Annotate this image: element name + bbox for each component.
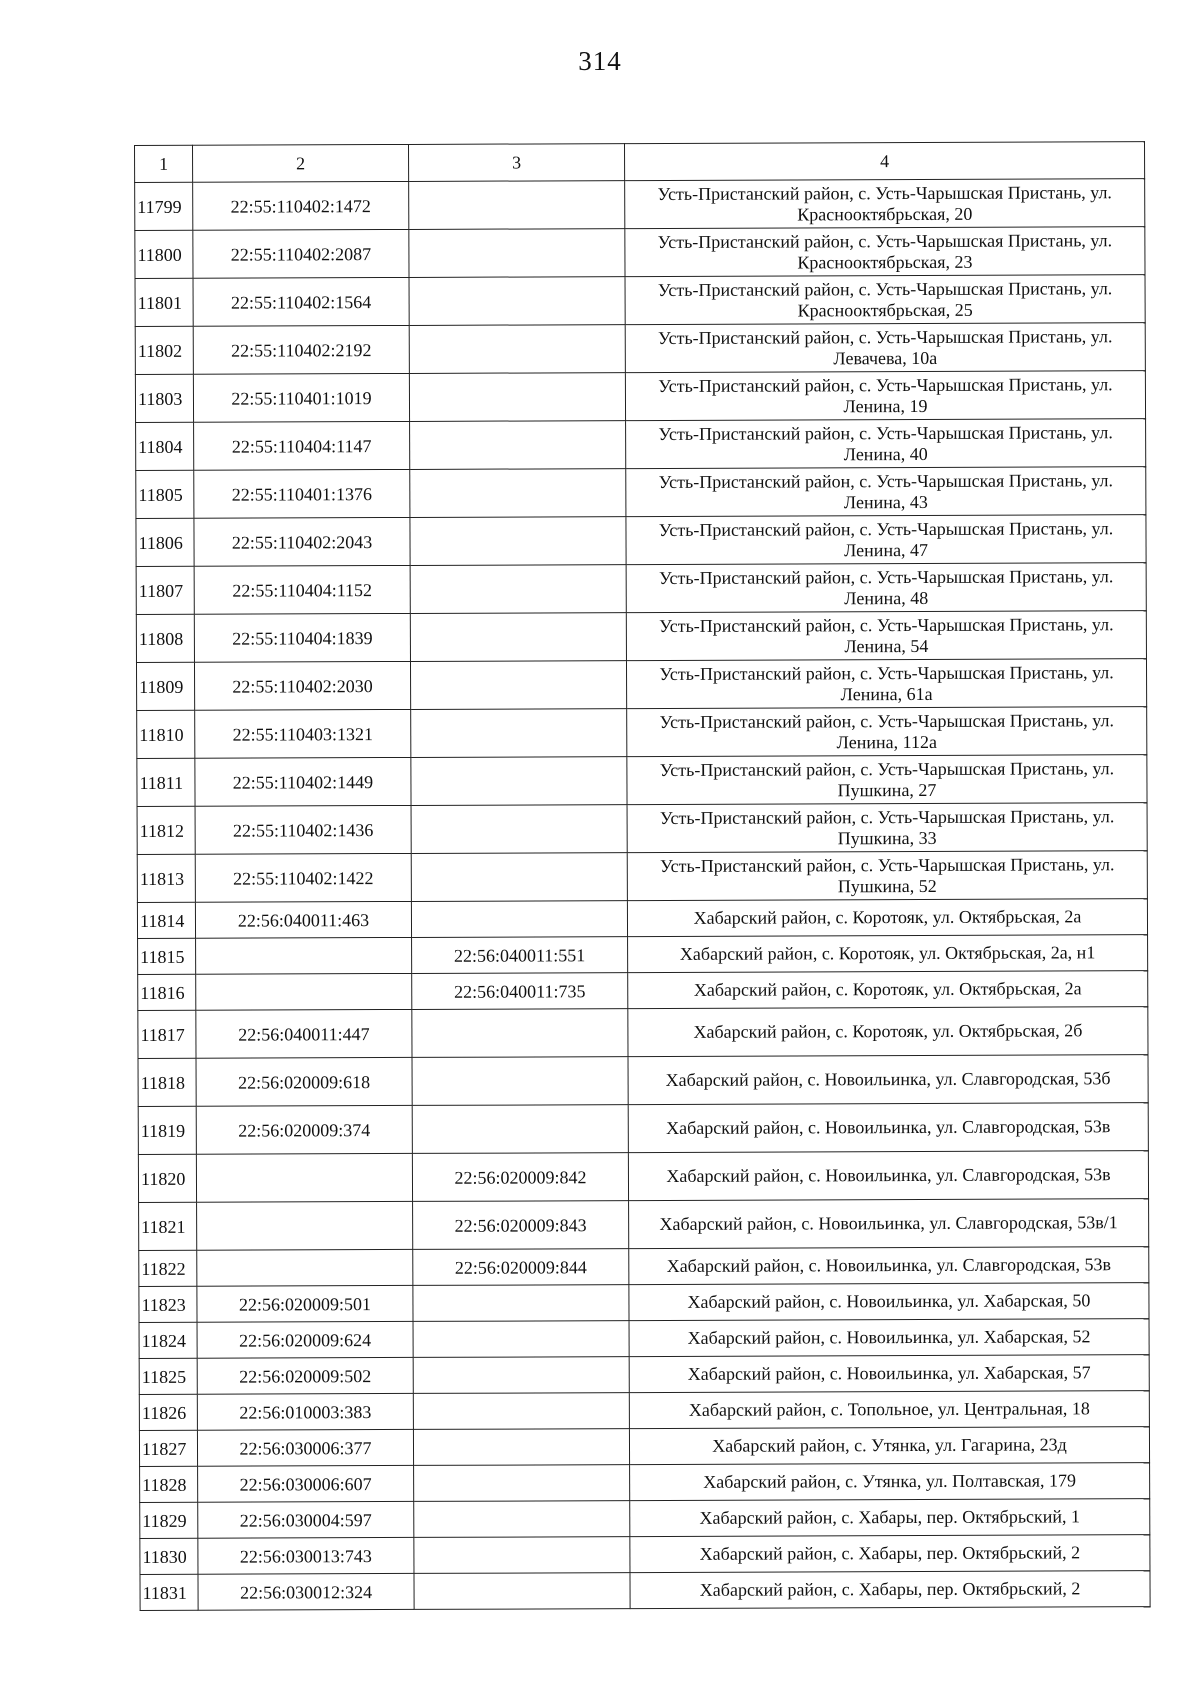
cadastral-number-col2: 22:55:110404:1839 [194, 613, 410, 662]
table-row [139, 1319, 1149, 1359]
address: Хабарский район, с. Коротояк, ул. Октябрьская, 2а, н1 [628, 935, 1148, 973]
table-row [139, 1283, 1149, 1323]
cadastral-number-col3 [410, 565, 626, 614]
cadastral-number-col2: 22:56:020009:624 [197, 1321, 413, 1358]
cadastral-number-col2: 22:55:110402:2192 [193, 325, 409, 374]
table-row [140, 1463, 1150, 1503]
address: Хабарский район, с. Новоильинка, ул. Славгородская, 53в [629, 1247, 1149, 1285]
table-row [136, 419, 1146, 471]
cadastral-number-col2: 22:56:030006:377 [197, 1429, 413, 1466]
address: Хабарский район, с. Хабары, пер. Октябрьский, 2 [630, 1571, 1150, 1609]
row-number: 11803 [135, 374, 193, 422]
table-header [135, 142, 1145, 183]
table-row [137, 755, 1147, 807]
row-number: 11826 [139, 1394, 197, 1430]
address: Хабарский район, с. Утянка, ул. Гагарина, 23д [629, 1427, 1149, 1465]
address: Усть-Пристанский район, с. Усть-Чарышская Пристань, ул. Ленина, 43 [626, 467, 1146, 517]
address: Хабарский район, с. Утянка, ул. Полтавская, 179 [630, 1463, 1150, 1501]
cadastral-number-col2: 22:55:110404:1152 [194, 565, 410, 614]
table-row [137, 707, 1147, 759]
cadastral-number-col3 [409, 373, 625, 422]
row-number: 11818 [138, 1058, 196, 1106]
table-row [139, 1355, 1149, 1395]
row-number: 11817 [138, 1010, 196, 1058]
cadastral-number-col2: 22:55:110402:1422 [195, 853, 411, 902]
address: Хабарский район, с. Хабары, пер. Октябрьский, 2 [630, 1535, 1150, 1573]
table-row [138, 1151, 1148, 1203]
cadastral-number-col3 [409, 229, 625, 278]
address: Усть-Пристанский район, с. Усть-Чарышская Пристань, ул. Ленина, 19 [625, 371, 1145, 421]
address: Хабарский район, с. Коротояк, ул. Октябрьская, 2а [628, 971, 1148, 1009]
cadastral-number-col2: 22:56:030012:324 [198, 1573, 414, 1610]
row-number: 11800 [135, 230, 193, 278]
table-row [135, 371, 1145, 423]
address: Усть-Пристанский район, с. Усть-Чарышская Пристань, ул. Пушкина, 52 [627, 851, 1147, 901]
header-row [135, 142, 1145, 183]
address: Хабарский район, с. Новоильинка, ул. Хабарская, 50 [629, 1283, 1149, 1321]
cadastral-number-col2: 22:56:020009:501 [197, 1285, 413, 1322]
table-row [140, 1499, 1150, 1539]
cadastral-number-col3 [413, 1285, 629, 1322]
address: Хабарский район, с. Коротояк, ул. Октябрьская, 2а [627, 899, 1147, 937]
address: Хабарский район, с. Хабары, пер. Октябрьский, 1 [630, 1499, 1150, 1537]
cadastral-number-col2: 22:55:110401:1019 [193, 373, 409, 422]
cadastral-number-col2: 22:56:020009:502 [197, 1357, 413, 1394]
table-row [136, 515, 1146, 567]
cadastral-number-col3: 22:56:020009:842 [412, 1153, 628, 1202]
table-row [138, 1055, 1148, 1107]
cadastral-number-col3 [411, 901, 627, 938]
header-col-4: 4 [624, 142, 1144, 181]
table-row [138, 1103, 1148, 1155]
row-number: 11810 [137, 710, 195, 758]
address: Хабарский район, с. Новоильинка, ул. Славгородская, 53в [628, 1151, 1148, 1201]
row-number: 11805 [136, 470, 194, 518]
cadastral-number-col2: 22:55:110403:1321 [195, 709, 411, 758]
row-number: 11799 [135, 182, 193, 230]
table-row [136, 563, 1146, 615]
table-row [138, 971, 1148, 1011]
row-number: 11807 [136, 566, 194, 614]
row-number: 11829 [140, 1502, 198, 1538]
table-row [135, 227, 1145, 279]
row-number: 11821 [139, 1202, 197, 1250]
row-number: 11824 [139, 1322, 197, 1358]
row-number: 11808 [136, 614, 194, 662]
address: Хабарский район, с. Новоильинка, ул. Славгородская, 53б [628, 1055, 1148, 1105]
cadastral-number-col3: 22:56:020009:844 [413, 1249, 629, 1286]
table-row [137, 803, 1147, 855]
row-number: 11804 [136, 422, 194, 470]
address: Хабарский район, с. Коротояк, ул. Октябрьская, 2б [628, 1007, 1148, 1057]
cadastral-number-col3 [410, 421, 626, 470]
header-col-3: 3 [408, 144, 624, 182]
address: Усть-Пристанский район, с. Усть-Чарышская Пристань, ул. Ленина, 40 [626, 419, 1146, 469]
table-row [140, 1535, 1150, 1575]
cadastral-number-col3: 22:56:020009:843 [413, 1201, 629, 1250]
row-number: 11822 [139, 1250, 197, 1286]
cadastral-number-col2: 22:56:010003:383 [197, 1393, 413, 1430]
cadastral-number-col2: 22:56:020009:618 [196, 1057, 412, 1106]
address: Усть-Пристанский район, с. Усть-Чарышская Пристань, ул. Краснооктябрьская, 20 [625, 179, 1145, 229]
address: Хабарский район, с. Топольное, ул. Центральная, 18 [629, 1391, 1149, 1429]
cadastral-number-col3 [413, 1429, 629, 1466]
cadastral-number-col2: 22:55:110404:1147 [194, 421, 410, 470]
address: Хабарский район, с. Новоильинка, ул. Славгородская, 53в/1 [629, 1199, 1149, 1249]
header-col-2: 2 [193, 144, 409, 182]
table-row [135, 179, 1145, 231]
cadastral-number-col3 [409, 181, 625, 230]
address: Усть-Пристанский район, с. Усть-Чарышская Пристань, ул. Краснооктябрьская, 25 [625, 275, 1145, 325]
cadastral-number-col2: 22:55:110401:1376 [194, 469, 410, 518]
row-number: 11819 [138, 1106, 196, 1154]
row-number: 11816 [138, 974, 196, 1010]
row-number: 11830 [140, 1538, 198, 1574]
table-row [136, 467, 1146, 519]
header-col-1: 1 [135, 145, 193, 182]
table-row [135, 275, 1145, 327]
table-row [136, 611, 1146, 663]
table-row [137, 851, 1147, 903]
cadastral-number-col2: 22:55:110402:1436 [195, 805, 411, 854]
address: Усть-Пристанский район, с. Усть-Чарышская Пристань, ул. Ленина, 48 [626, 563, 1146, 613]
cadastral-number-col3 [410, 517, 626, 566]
row-number: 11813 [137, 854, 195, 902]
cadastral-number-col3 [413, 1321, 629, 1358]
cadastral-number-col2 [197, 1249, 413, 1286]
cadastral-number-col2: 22:56:030013:743 [198, 1537, 414, 1574]
cadastral-number-col3 [414, 1465, 630, 1502]
cadastral-number-col3 [409, 277, 625, 326]
row-number: 11831 [140, 1574, 198, 1610]
table-row [139, 1199, 1149, 1251]
cadastral-number-col3 [414, 1537, 630, 1574]
cadastral-number-col2: 22:56:030004:597 [198, 1501, 414, 1538]
row-number: 11823 [139, 1286, 197, 1322]
cadastral-number-col2: 22:55:110402:1564 [193, 277, 409, 326]
cadastral-number-col3 [411, 853, 627, 902]
address: Хабарский район, с. Новоильинка, ул. Хабарская, 57 [629, 1355, 1149, 1393]
cadastral-number-col2: 22:56:040011:463 [195, 901, 411, 938]
table-row [139, 1391, 1149, 1431]
row-number: 11815 [138, 938, 196, 974]
address: Усть-Пристанский район, с. Усть-Чарышская Пристань, ул. Пушкина, 33 [627, 803, 1147, 853]
table-row [139, 1427, 1149, 1467]
row-number: 11820 [138, 1154, 196, 1202]
table-row [140, 1571, 1150, 1611]
address: Усть-Пристанский район, с. Усть-Чарышская Пристань, ул. Ленина, 54 [626, 611, 1146, 661]
cadastral-number-col3: 22:56:040011:735 [412, 973, 628, 1010]
table-row [137, 899, 1147, 939]
cadastral-number-col3 [413, 1393, 629, 1430]
row-number: 11812 [137, 806, 195, 854]
table-row [138, 1007, 1148, 1059]
table-body [135, 179, 1150, 1611]
cadastral-number-col2 [196, 1153, 412, 1202]
cadastral-number-col3 [411, 805, 627, 854]
cadastral-number-col3 [410, 469, 626, 518]
address: Усть-Пристанский район, с. Усть-Чарышская Пристань, ул. Краснооктябрьская, 23 [625, 227, 1145, 277]
cadastral-number-col2: 22:55:110402:1449 [195, 757, 411, 806]
address: Усть-Пристанский район, с. Усть-Чарышская Пристань, ул. Левачева, 10а [625, 323, 1145, 373]
cadastral-number-col2 [196, 937, 412, 974]
row-number: 11814 [137, 902, 195, 938]
registry-table [134, 141, 1151, 1611]
table-row [135, 323, 1145, 375]
document-sheet [134, 141, 1151, 1611]
cadastral-number-col2 [197, 1201, 413, 1250]
cadastral-number-col3 [410, 613, 626, 662]
cadastral-number-col3 [412, 1009, 628, 1058]
cadastral-number-col2: 22:55:110402:1472 [193, 181, 409, 230]
cadastral-number-col3 [413, 1357, 629, 1394]
address: Хабарский район, с. Новоильинка, ул. Хабарская, 52 [629, 1319, 1149, 1357]
table-row [138, 935, 1148, 975]
row-number: 11825 [139, 1358, 197, 1394]
cadastral-number-col2: 22:55:110402:2087 [193, 229, 409, 278]
row-number: 11801 [135, 278, 193, 326]
cadastral-number-col2: 22:56:020009:374 [196, 1105, 412, 1154]
cadastral-number-col3 [412, 1105, 628, 1154]
cadastral-number-col2: 22:56:040011:447 [196, 1009, 412, 1058]
cadastral-number-col3: 22:56:040011:551 [412, 937, 628, 974]
cadastral-number-col3 [410, 661, 626, 710]
address: Хабарский район, с. Новоильинка, ул. Славгородская, 53в [628, 1103, 1148, 1153]
address: Усть-Пристанский район, с. Усть-Чарышская Пристань, ул. Ленина, 61а [626, 659, 1146, 709]
row-number: 11806 [136, 518, 194, 566]
page-number: 314 [578, 46, 622, 76]
cadastral-number-col3 [411, 709, 627, 758]
cadastral-number-col3 [412, 1057, 628, 1106]
cadastral-number-col2: 22:55:110402:2043 [194, 517, 410, 566]
row-number: 11809 [136, 662, 194, 710]
row-number: 11802 [135, 326, 193, 374]
cadastral-number-col3 [409, 325, 625, 374]
cadastral-number-col3 [414, 1501, 630, 1538]
row-number: 11811 [137, 758, 195, 806]
address: Усть-Пристанский район, с. Усть-Чарышская Пристань, ул. Пушкина, 27 [627, 755, 1147, 805]
row-number: 11827 [139, 1430, 197, 1466]
cadastral-number-col3 [411, 757, 627, 806]
table-row [139, 1247, 1149, 1287]
cadastral-number-col3 [414, 1573, 630, 1610]
cadastral-number-col2: 22:56:030006:607 [198, 1465, 414, 1502]
row-number: 11828 [140, 1466, 198, 1502]
address: Усть-Пристанский район, с. Усть-Чарышская Пристань, ул. Ленина, 47 [626, 515, 1146, 565]
cadastral-number-col2 [196, 973, 412, 1010]
cadastral-number-col2: 22:55:110402:2030 [194, 661, 410, 710]
table-row [136, 659, 1146, 711]
address: Усть-Пристанский район, с. Усть-Чарышская Пристань, ул. Ленина, 112а [627, 707, 1147, 757]
